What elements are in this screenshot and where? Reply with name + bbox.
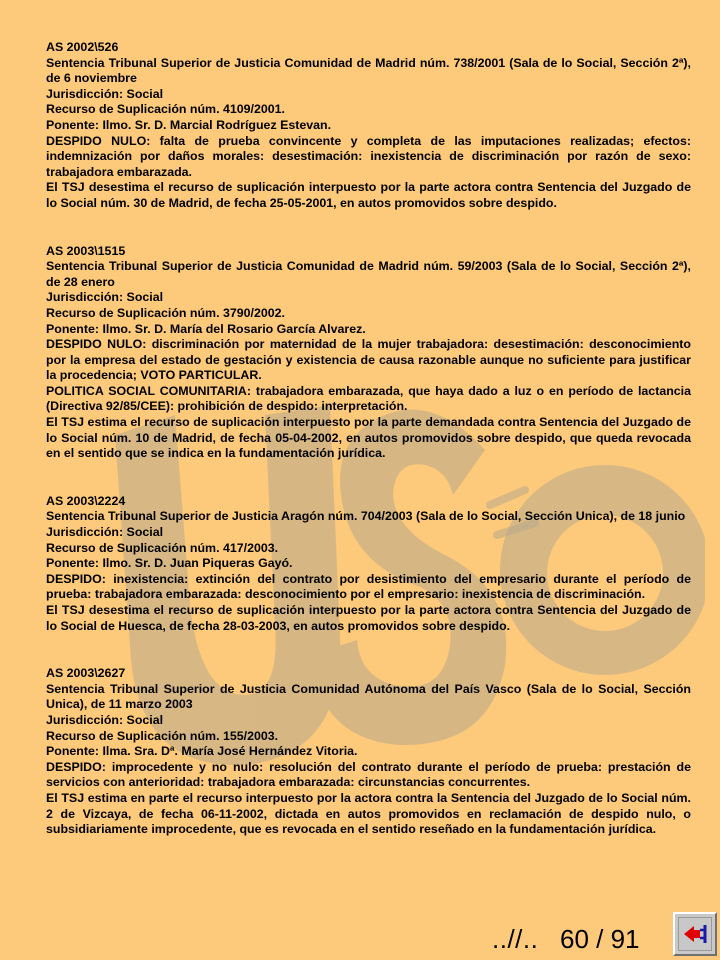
case-appeal: Recurso de Suplicación núm. 417/2003. <box>46 540 279 555</box>
case-ruling: El TSJ desestima el recurso de suplicación interpuesto por la parte actora contra Sentencia del Juzgado de lo Social núm. 30 de Madrid, de fecha 25-05-2001, en autos promovidos sobre despido. <box>46 180 691 210</box>
case-title: Sentencia Tribunal Superior de Justicia Comunidad Autónoma del País Vasco (Sala de lo Social, Sección Unica), de 11 marzo 2003 <box>46 681 691 712</box>
page-number: 60 / 91 <box>560 924 640 954</box>
case-appeal: Recurso de Suplicación núm. 4109/2001. <box>46 102 285 117</box>
case-entry <box>46 494 691 634</box>
case-rapporteur: Ponente: Ilmo. Sr. D. Juan Piqueras Gayó. <box>46 556 293 571</box>
case-entry <box>46 666 691 838</box>
case-summary: DESPIDO: inexistencia: extinción del contrato por desistimiento del empresario durante el período de prueba: trabajadora embarazada: desconocimiento por el empresario: inexistencia de discriminación. <box>46 571 691 602</box>
case-jurisdiction: Jurisdicción: Social <box>46 290 164 305</box>
case-summary: DESPIDO NULO: falta de prueba convincente y completa de las imputaciones realizadas; efectos: indemnización por daños morales: desestimación: inexistencia de discriminación por razón de sexo: trabajadora embarazada. <box>46 133 691 179</box>
case-summary: POLITICA SOCIAL COMUNITARIA: trabajadora embarazada, que haya dado a luz o en período de lactancia (Directiva 92/85/CEE): prohibición de despido: interpretación. <box>46 383 691 414</box>
case-title: Sentencia Tribunal Superior de Justicia Comunidad de Madrid núm. 738/2001 (Sala de lo Social, Sección 2ª), de 6 noviembre <box>46 55 691 86</box>
case-summary: DESPIDO: improcedente y no nulo: resolución del contrato durante el período de prueba: prestación de servicios con anterioridad: trabajadora embarazada: circunstancias concurrentes. <box>46 759 691 790</box>
case-rapporteur: Ponente: Ilmo. Sr. D. Marcial Rodríguez Estevan. <box>46 117 332 132</box>
continuation-link[interactable]: ..//.. <box>492 924 539 954</box>
back-arrow-icon <box>682 923 708 945</box>
case-jurisdiction: Jurisdicción: Social <box>46 712 164 727</box>
case-reference: AS 2002\526 <box>46 40 119 54</box>
case-reference: AS 2003\2627 <box>46 666 126 681</box>
document-body <box>46 40 691 838</box>
case-title: Sentencia Tribunal Superior de Justicia Comunidad de Madrid núm. 59/2003 (Sala de lo Social, Sección 2ª), de 28 enero <box>46 259 691 289</box>
case-jurisdiction: Jurisdicción: Social <box>46 525 164 540</box>
case-rapporteur: Ponente: Ilma. Sra. Dª. María José Hernández Vitoria. <box>46 744 358 759</box>
back-button-face[interactable] <box>678 917 712 951</box>
case-entry <box>46 244 691 462</box>
case-appeal: Recurso de Suplicación núm. 3790/2002. <box>46 305 285 320</box>
case-reference: AS 2003\2224 <box>46 493 126 508</box>
case-title: Sentencia Tribunal Superior de Justicia Aragón núm. 704/2003 (Sala de lo Social, Sección Unica), de 18 junio <box>46 509 686 524</box>
back-button[interactable] <box>673 912 717 956</box>
case-jurisdiction: Jurisdicción: Social <box>46 86 164 101</box>
case-ruling: El TSJ desestima el recurso de suplicación interpuesto por la parte actora contra Sentencia del Juzgado de lo Social de Huesca, de fecha 28-03-2003, en autos promovidos sobre despido. <box>46 603 691 633</box>
case-entry <box>46 40 691 212</box>
case-rapporteur: Ponente: Ilmo. Sr. D. María del Rosario García Alvarez. <box>46 321 366 336</box>
case-appeal: Recurso de Suplicación núm. 155/2003. <box>46 728 279 743</box>
case-ruling: El TSJ estima en parte el recurso interpuesto por la actora contra la Sentencia del Juzgado de lo Social núm. 2 de Vizcaya, de fecha 06-11-2002, dictada en autos promovidos en reclamación de despido nulo, o subsidiariamente improcedente, que es revocada en el sentido reseñado en la fundamentación jurídica. <box>46 790 691 837</box>
case-ruling: El TSJ estima el recurso de suplicación interpuesto por la parte demandada contra Sentencia del Juzgado de lo Social núm. 10 de Madrid, de fecha 05-04-2002, en autos promovidos sobre despido, que queda revocada en el sentido que se indica en la fundamentación jurídica. <box>46 415 691 461</box>
case-reference: AS 2003\1515 <box>46 243 126 258</box>
case-summary: DESPIDO NULO: discriminación por maternidad de la mujer trabajadora: desestimación: desconocimiento por la empresa del estado de gestación y existencia de causa razonable aunque no suficiente para justificar la procedencia; VOTO PARTICULAR. <box>46 337 691 383</box>
